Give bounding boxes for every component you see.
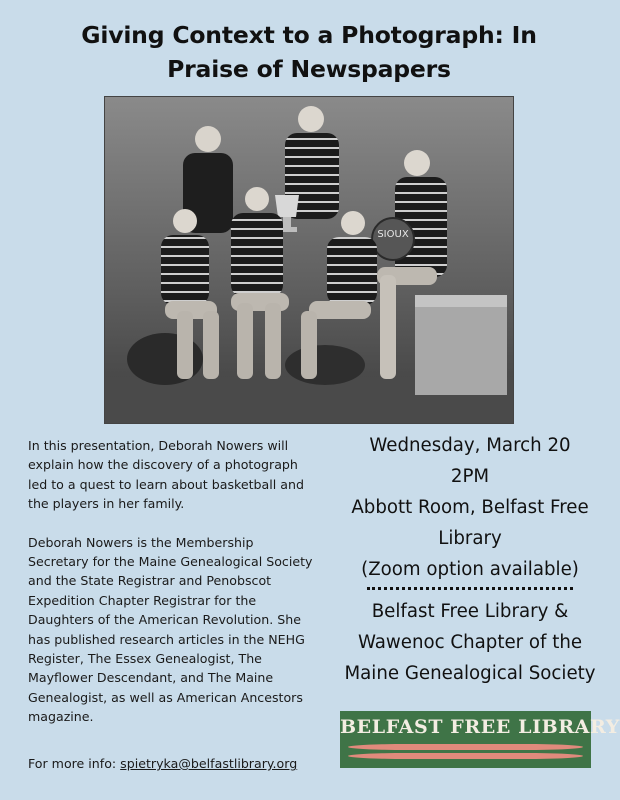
basketball-icon (372, 218, 414, 260)
flyer-title-line2: Praise of Newspapers (167, 55, 451, 83)
logo-stripe-top (348, 744, 583, 750)
event-time: 2PM (450, 466, 490, 487)
event-location-line1: Abbott Room, Belfast Free (351, 497, 589, 518)
logo-text: BELFAST FREE LIBRARY (340, 716, 620, 738)
speaker-bio: Deborah Nowers is the Membership Secretary for the Maine Genealogical Society and the State Registrar and Penobscot Expedition Chapter Registrar for the Daughters of the American Revolution. She has published research articles in the NEHG Register, The Essex Genealogist, The Mayflower Descendant, and The Maine Genealogist, as well as American Ancestors magazine. (28, 534, 313, 725)
host-line2: Wawenoc Chapter of the (357, 632, 583, 653)
event-location-line2: Library (438, 528, 502, 549)
basketball-team-photo (104, 96, 514, 424)
flyer-title (0, 18, 618, 86)
event-zoom-option: (Zoom option available) (361, 559, 579, 580)
event-date: Wednesday, March 20 (369, 435, 571, 456)
contact-email-link[interactable]: spietryka@belfastlibrary.org (120, 756, 298, 771)
description-paragraph-1: In this presentation, Deborah Nowers will explain how the discovery of a photograph led to a quest to learn about basketball and the players in her family. (28, 438, 304, 512)
belfast-free-library-logo (340, 711, 620, 768)
basketball-text: SIOUX (377, 229, 409, 240)
logo-stripe-bottom (348, 753, 583, 759)
host-line1: Belfast Free Library & (371, 601, 569, 622)
flyer-title-line1: Giving Context to a Photograph: In (81, 21, 537, 49)
team-photo-illustration (105, 97, 513, 423)
dotted-divider (367, 587, 573, 590)
event-details (330, 430, 610, 689)
contact-info (28, 754, 297, 773)
host-line3: Maine Genealogical Society (344, 663, 596, 684)
contact-label: For more info: (28, 756, 121, 771)
event-description (28, 436, 318, 727)
